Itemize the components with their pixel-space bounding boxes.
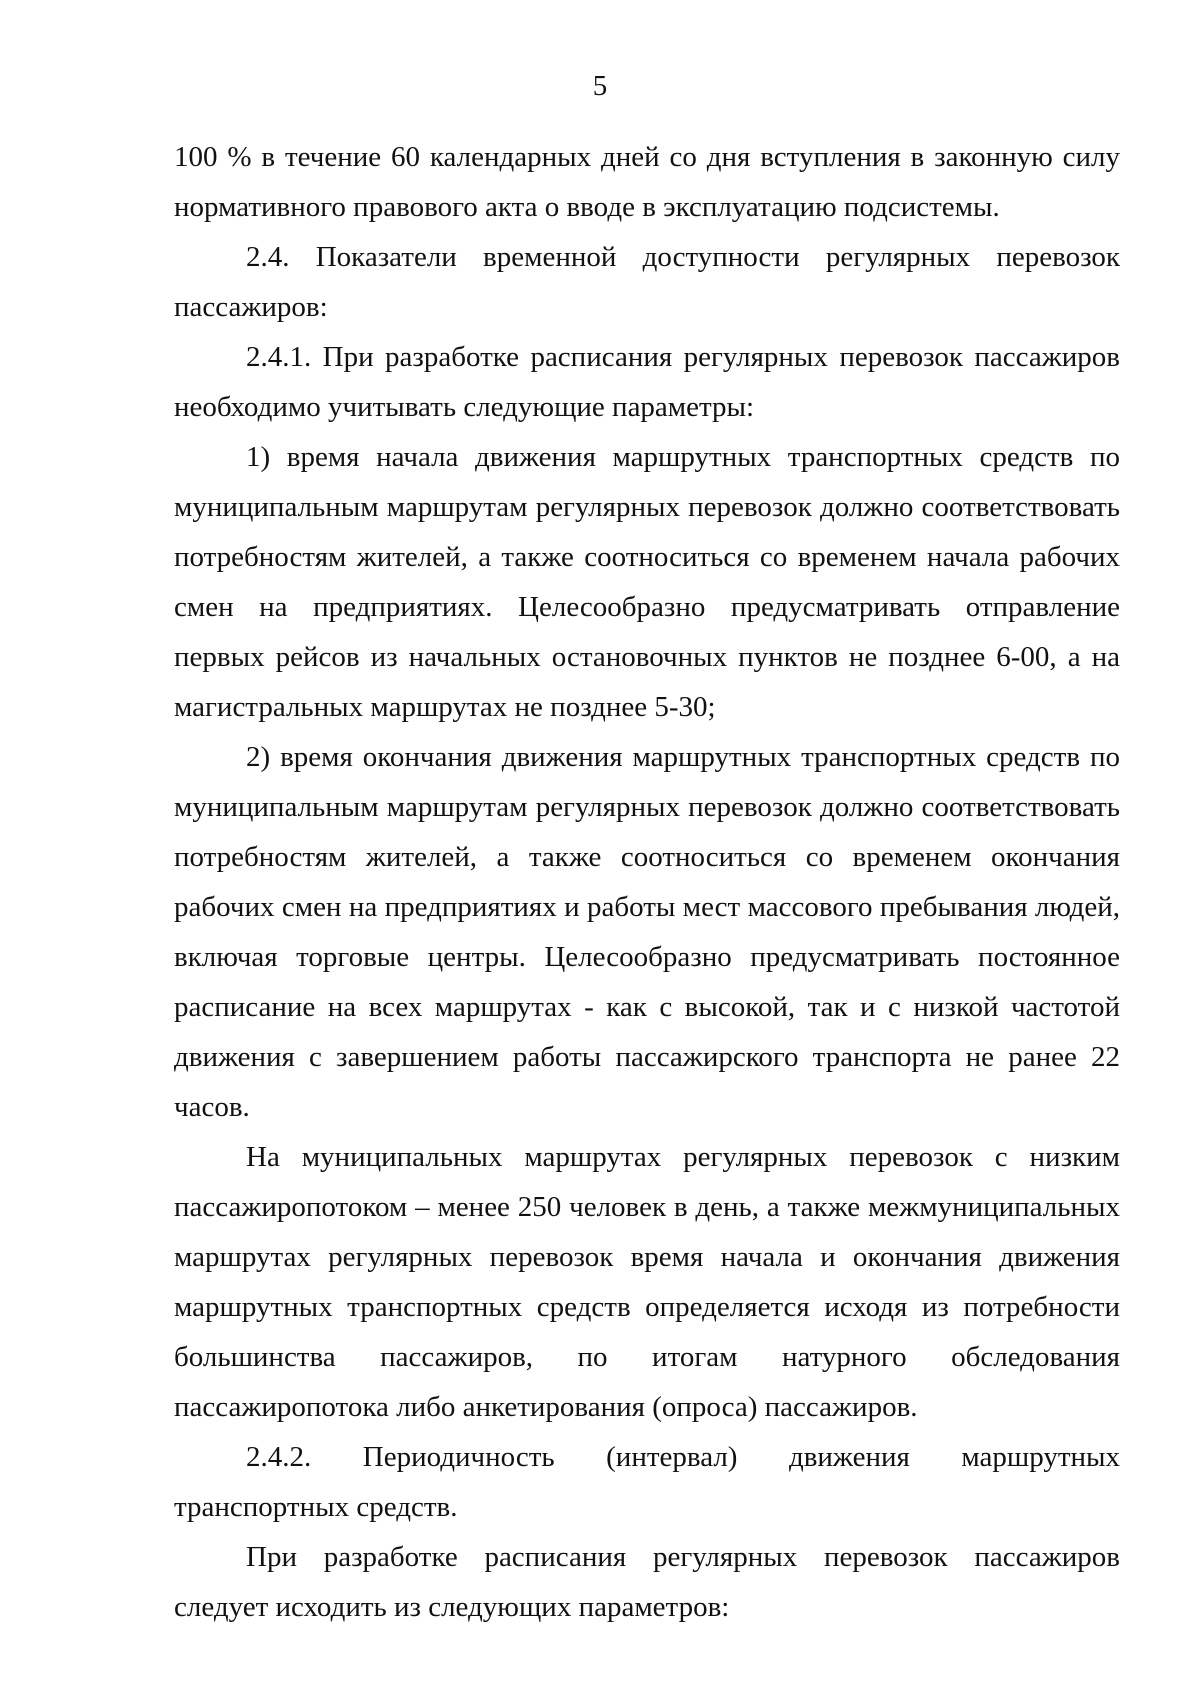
page-number: 5 [592,70,608,102]
paragraph-item-1: 1) время начала движения маршрутных транспортных средств по муниципальным маршрутам регулярных перевозок должно соответствовать потребностям жителей, а также соотноситься со временем начала рабочих смен на предприятиях. Целесообразно предусматривать отправление первых рейсов из начальных остановочных пунктов не позднее 6-00, а на магистральных маршрутах не позднее 5-30; [174,441,1120,723]
paragraph-section-2-4-1: 2.4.1. При разработке расписания регулярных перевозок пассажиров необходимо учитывать следующие параметры: [174,341,1120,423]
paragraph-low-traffic-routes: На муниципальных маршрутах регулярных перевозок с низким пассажиропотоком – менее 250 человек в день, а также межмуниципальных маршрутах регулярных перевозок время начала и окончания движения маршрутных транспортных средств определяется исходя из потребности большинства пассажиров, по итогам натурного обследования пассажиропотока либо анкетирования (опроса) пассажиров. [174,1141,1120,1423]
paragraph-item-2: 2) время окончания движения маршрутных транспортных средств по муниципальным маршрутам регулярных перевозок должно соответствовать потребностям жителей, а также соотноситься со временем окончания рабочих смен на предприятиях и работы мест массового пребывания людей, включая торговые центры. Целесообразно предусматривать постоянное расписание на всех маршрутах - как с высокой, так и с низкой частотой движения с завершением работы пассажирского транспорта не ранее 22 часов. [174,741,1120,1123]
paragraph-schedule-parameters: При разработке расписания регулярных перевозок пассажиров следует исходить из следующих параметров: [174,1541,1120,1623]
paragraph-section-2-4-2: 2.4.2. Периодичность (интервал) движения маршрутных транспортных средств. [174,1441,1120,1523]
paragraph-continuation: 100 % в течение 60 календарных дней со дня вступления в законную силу нормативного правового акта о вводе в эксплуатацию подсистемы. [174,141,1120,223]
document-body [174,132,1120,1632]
paragraph-section-2-4: 2.4. Показатели временной доступности регулярных перевозок пассажиров: [174,241,1120,323]
